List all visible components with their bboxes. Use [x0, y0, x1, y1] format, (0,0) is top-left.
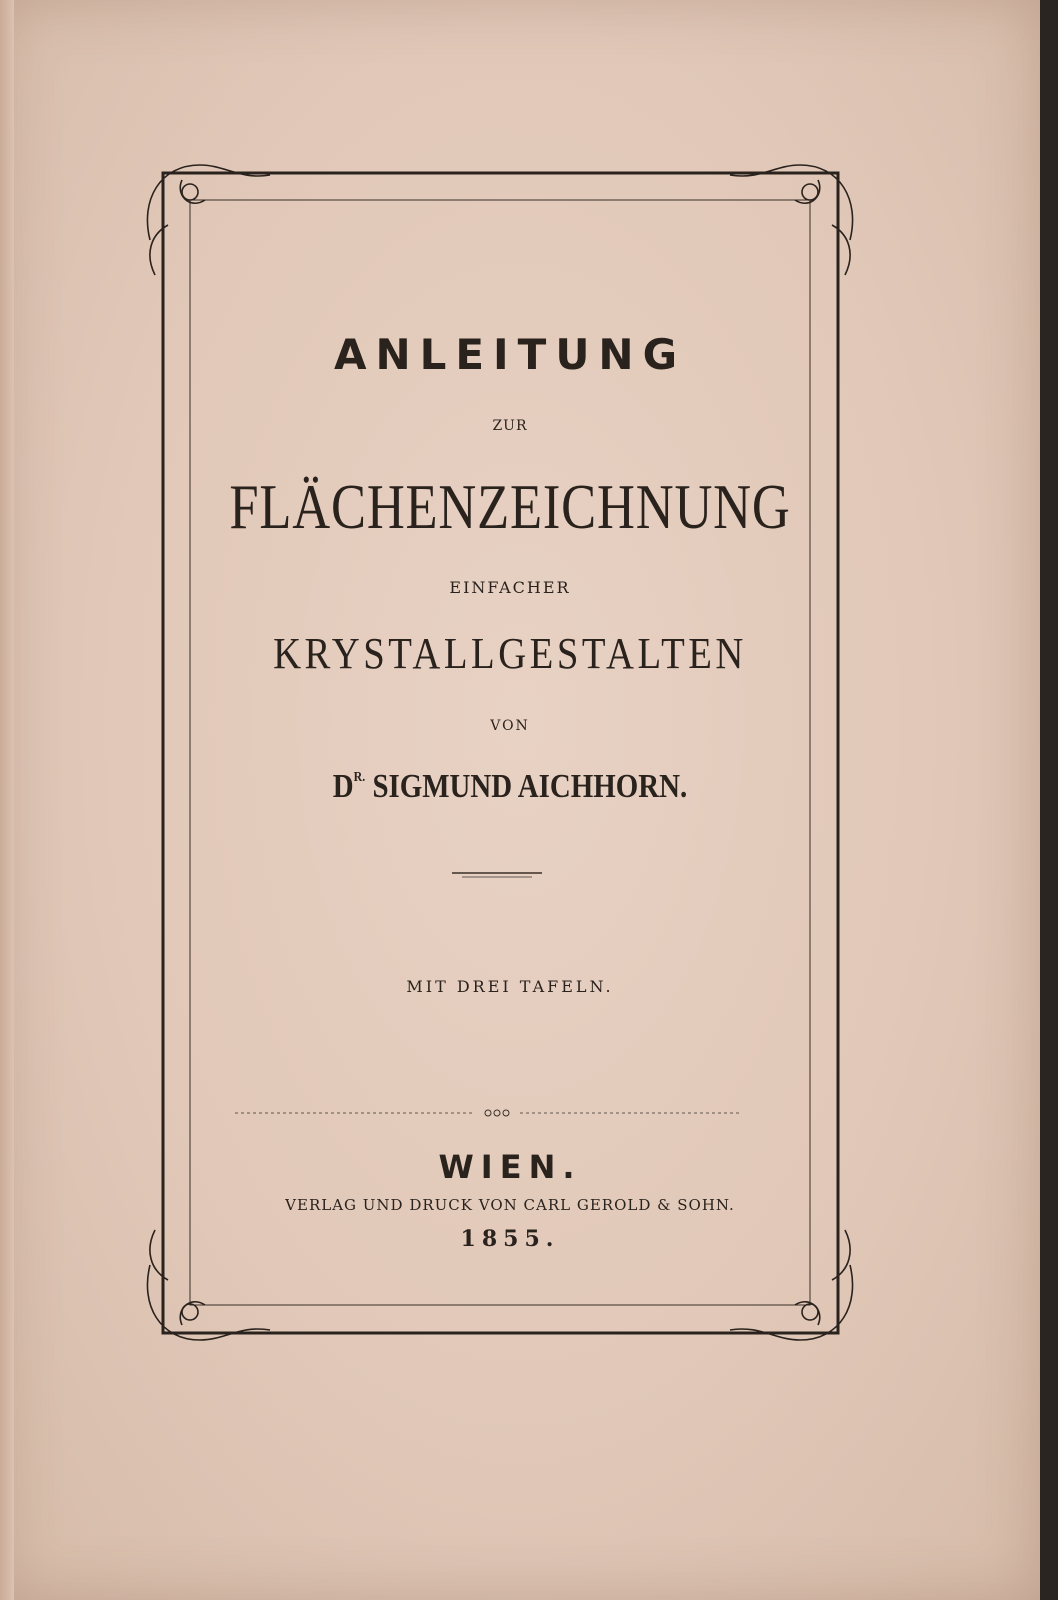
double-rule — [452, 873, 542, 877]
title-anleitung: ANLEITUNG — [333, 330, 687, 379]
title-krystallgestalten: KRYSTALLGESTALTEN — [273, 629, 747, 678]
publication-year: 1855. — [460, 1226, 560, 1252]
publisher-line: VERLAG UND DRUCK VON CARL GEROLD & SOHN. — [285, 1196, 735, 1214]
connector-von: VON — [490, 718, 530, 734]
author-line — [213, 768, 808, 806]
connector-zur: ZUR — [492, 418, 528, 434]
author-prefix-superscript: R. — [353, 770, 366, 785]
author-name: SIGMUND AICHHORN. — [372, 768, 688, 805]
ornamental-divider — [235, 1110, 740, 1116]
author-prefix: D — [332, 768, 354, 805]
title-flaechenzeichnung: FLÄCHENZEICHNUNG — [229, 471, 791, 542]
corner-flourish-top-right — [730, 165, 853, 275]
plates-note: MIT DREI TAFELN. — [406, 977, 614, 996]
place-of-publication: WIEN. — [438, 1148, 582, 1186]
corner-flourish-top-left — [147, 165, 270, 275]
connector-einfacher: EINFACHER — [449, 578, 571, 597]
